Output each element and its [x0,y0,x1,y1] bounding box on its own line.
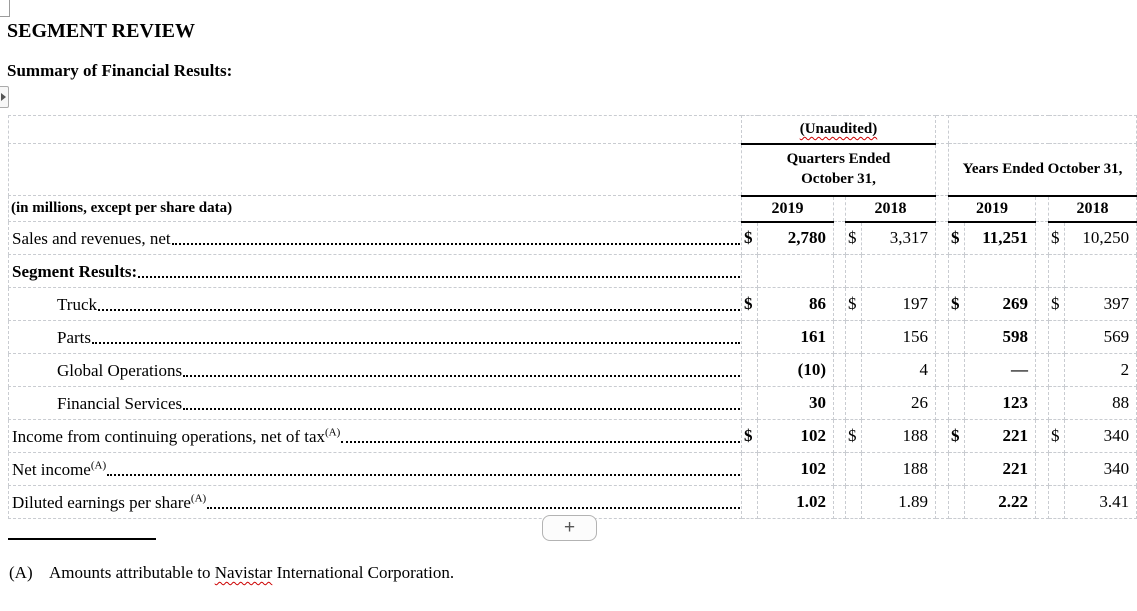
dollar-cell: $ [949,222,965,255]
value-cell: 3.41 [1065,486,1137,519]
spacer-cell [1036,288,1049,321]
dollar-cell [949,486,965,519]
footnote-ref: (A) [90,459,107,472]
value-cell: 102 [758,453,834,486]
empty-cell [949,116,1137,144]
row-parts [9,321,1137,354]
dollar-cell [1049,321,1065,354]
dollar-cell [846,255,862,288]
right-arrow-icon [1,93,6,101]
row-label: Diluted earnings per share$^{(A)}$ [12,492,207,512]
value-cell: 2 [1065,354,1137,387]
dot-leader [98,309,740,311]
dollar-cell [742,255,758,288]
value-cell: 2,780 [758,222,834,255]
value-cell: 10,250 [1065,222,1137,255]
row-label: Global Operations [57,361,183,380]
spacer-cell [834,196,846,222]
row-segment-results-heading [9,255,1137,288]
value-cell: 188 [862,420,936,453]
row-financial-services [9,387,1137,420]
dot-leader [341,441,740,443]
row-label-cell [9,222,742,255]
spellcheck-word: Navistar [214,563,273,582]
dollar-cell [949,255,965,288]
financial-results-table [8,115,1137,519]
spacer-cell [936,255,949,288]
spacer-cell [1036,486,1049,519]
value-cell [965,255,1036,288]
year-header-row [9,196,1137,222]
spacer-cell [834,354,846,387]
dollar-cell: $ [846,222,862,255]
dollar-cell: $ [1049,420,1065,453]
dollar-cell [742,453,758,486]
value-cell: 86 [758,288,834,321]
dollar-cell [742,486,758,519]
value-cell: (10) [758,354,834,387]
value-cell: 123 [965,387,1036,420]
row-label-cell [9,387,742,420]
dollar-cell [742,321,758,354]
spacer-cell [1036,354,1049,387]
dollar-cell [846,387,862,420]
value-cell: 221 [965,453,1036,486]
section-subtitle: Summary of Financial Results: [7,61,233,80]
spacer-cell [1036,387,1049,420]
value-cell [862,255,936,288]
row-truck [9,288,1137,321]
spacer-cell [1036,196,1049,222]
value-cell: 1.02 [758,486,834,519]
row-label-cell [9,255,742,288]
row-label: Financial Services [57,394,183,413]
value-cell: — [965,354,1036,387]
dollar-cell: $ [846,420,862,453]
value-cell: 221 [965,420,1036,453]
value-cell: 3,317 [862,222,936,255]
spacer-cell [936,387,949,420]
footnote-marker: (A) [9,563,33,582]
dollar-cell: $ [742,420,758,453]
spacer-cell [834,387,846,420]
value-cell [758,255,834,288]
dollar-cell [742,387,758,420]
spacer-cell [936,420,949,453]
expand-button[interactable]: + [542,515,597,541]
dollar-cell: $ [1049,222,1065,255]
value-cell: 397 [1065,288,1137,321]
spacer-cell [936,222,949,255]
spacer-cell [936,354,949,387]
dollar-cell [1049,453,1065,486]
empty-cell [9,144,742,196]
row-net-income [9,453,1137,486]
year-header-q2019: 2019 [742,196,834,222]
unaudited-row [9,116,1137,144]
dot-leader [172,243,740,245]
value-cell: 88 [1065,387,1137,420]
dot-leader [183,375,740,377]
dollar-cell [846,486,862,519]
year-header-q2018: 2018 [846,196,936,222]
dollar-cell: $ [846,288,862,321]
value-cell [1065,255,1137,288]
scrollbar-arrow[interactable] [0,86,9,108]
row-global-operations [9,354,1137,387]
spacer-cell [834,453,846,486]
value-cell: 197 [862,288,936,321]
value-cell: 340 [1065,420,1137,453]
spacer-cell [936,116,949,144]
row-label-cell [9,420,742,453]
value-cell: 569 [1065,321,1137,354]
row-label: Sales and revenues, net [12,229,171,248]
viewer-corner-artifact [0,0,10,17]
dollar-cell [1049,255,1065,288]
row-label: Segment Results: [12,262,138,281]
dollar-cell [949,453,965,486]
value-cell: 2.22 [965,486,1036,519]
row-label: Parts [57,328,91,347]
spacer-cell [936,321,949,354]
spacer-cell [936,453,949,486]
dot-leader [107,474,740,476]
dollar-cell [949,321,965,354]
row-label-cell [9,453,742,486]
spacer-cell [834,255,846,288]
row-label: Truck [57,295,97,314]
value-cell: 102 [758,420,834,453]
spacer-cell [1036,255,1049,288]
dollar-cell: $ [742,288,758,321]
spacer-cell [936,288,949,321]
spacer-cell [834,321,846,354]
spacer-cell [1036,420,1049,453]
row-label-cell [9,288,742,321]
dollar-cell: $ [949,288,965,321]
value-cell: 598 [965,321,1036,354]
value-cell: 4 [862,354,936,387]
dot-leader [207,507,740,509]
row-label: Income from continuing operations, net of tax$^{(A)}$ [12,426,341,446]
row-income-continuing-operations [9,420,1137,453]
dollar-cell [1049,354,1065,387]
empty-cell [9,116,742,144]
dollar-cell [846,354,862,387]
spacer-cell [834,420,846,453]
spacer-cell [834,486,846,519]
dollar-cell [846,453,862,486]
value-cell: 340 [1065,453,1137,486]
value-cell: 161 [758,321,834,354]
dollar-cell [949,354,965,387]
spacer-cell [1036,222,1049,255]
row-diluted-eps [9,486,1137,519]
value-cell: 30 [758,387,834,420]
spacer-cell [936,196,949,222]
footnote-separator [8,538,156,540]
dot-leader [92,342,740,344]
value-cell: 11,251 [965,222,1036,255]
value-cell: 188 [862,453,936,486]
value-cell: 269 [965,288,1036,321]
row-label-cell [9,321,742,354]
footnote-ref: (A) [190,492,207,505]
row-sales-revenues [9,222,1137,255]
dot-leader [183,408,740,410]
spacer-cell [936,144,949,196]
dollar-cell [846,321,862,354]
row-label-cell [9,354,742,387]
footnote-text: Amounts attributable to Navistar International Corporation. [49,563,455,582]
unaudited-label: (Unaudited) [799,120,878,137]
dot-leader [138,276,740,278]
dollar-cell [1049,387,1065,420]
years-group-header: Years Ended October 31, [949,144,1137,196]
value-cell: 26 [862,387,936,420]
year-header-y2018: 2018 [1049,196,1137,222]
value-cell: 1.89 [862,486,936,519]
row-label-cell [9,486,742,519]
value-cell: 156 [862,321,936,354]
dollar-cell: $ [949,420,965,453]
spacer-cell [1036,321,1049,354]
dollar-cell: $ [1049,288,1065,321]
spacer-cell [834,288,846,321]
dollar-cell [742,354,758,387]
dollar-cell [1049,486,1065,519]
units-header: (in millions, except per share data) [9,196,742,222]
footnote [9,563,454,583]
row-label: Net income$^{(A)}$ [12,459,107,479]
footnote-ref: (A) [325,426,341,439]
page-title: SEGMENT REVIEW [7,20,196,42]
spacer-cell [1036,453,1049,486]
column-group-header-row [9,144,1137,196]
spacer-cell [936,486,949,519]
dollar-cell: $ [742,222,758,255]
year-header-y2019: 2019 [949,196,1036,222]
unaudited-header [742,116,936,144]
spacer-cell [834,222,846,255]
quarters-group-header: Quarters Ended October 31, [742,144,936,196]
dollar-cell [949,387,965,420]
